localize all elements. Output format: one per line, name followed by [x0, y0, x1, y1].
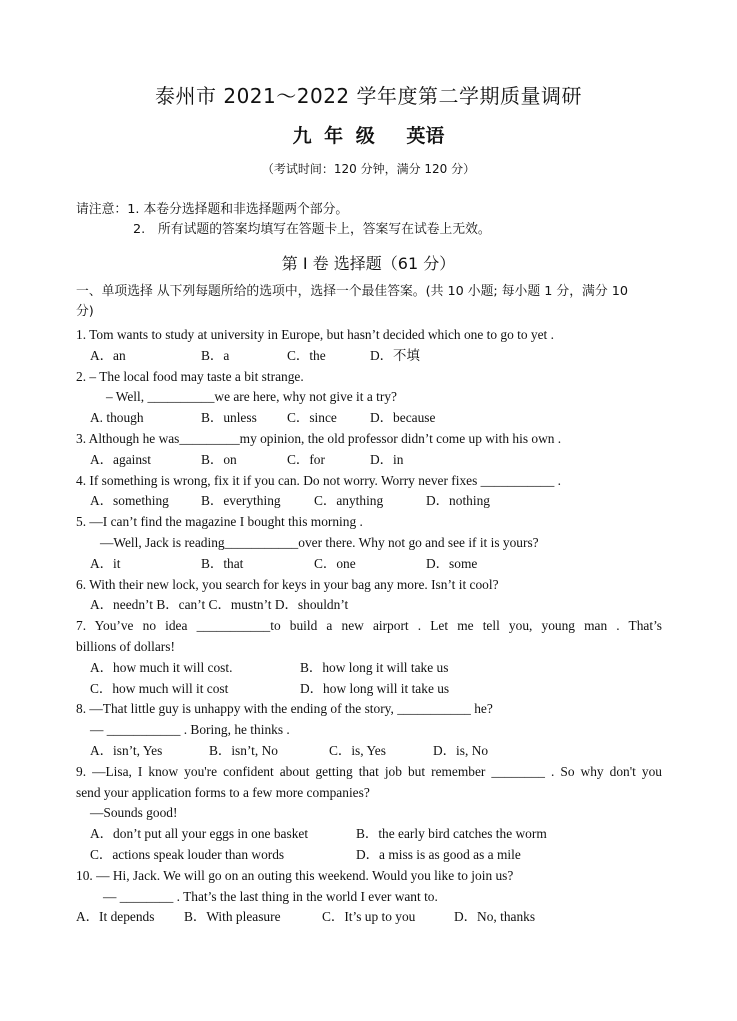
question-2-stem: 2. – The local food may taste a bit strange.	[76, 369, 304, 384]
question-4-option-a: A．something	[90, 493, 169, 508]
question-8-reply: — ___________ . Boring, he thinks .	[90, 722, 290, 737]
question-8-option-d: D．is, No	[433, 743, 489, 758]
question-2-option-d: D．because	[370, 410, 436, 425]
question-10-option-d: D．No, thanks	[454, 909, 536, 924]
question-3-option-c: C．for	[287, 452, 325, 467]
question-6-options: A．needn’t B．can’t C．mustn’t D．shouldn’t	[90, 597, 349, 612]
question-9-option-a: A．don’t put all your eggs in one basket	[90, 826, 309, 841]
question-3-option-a: A．against	[90, 452, 151, 467]
question-3-option-b: B．on	[201, 452, 237, 467]
question-5-option-c: C．one	[314, 556, 356, 571]
exam-title: 泰州市 2021～2022 学年度第二学期质量调研	[154, 84, 582, 108]
question-2-option-c: C．since	[287, 410, 337, 425]
question-8-option-b: B．isn’t, No	[209, 743, 278, 758]
question-8-option-a: A．isn’t, Yes	[90, 743, 163, 758]
question-2-option-b: B．unless	[201, 410, 257, 425]
question-1-option-b: B．a	[201, 348, 230, 363]
question-4-option-d: D．nothing	[426, 493, 490, 508]
question-10-stem: 10. — Hi, Jack. We will go on an outing this weekend. Would you like to join us?	[76, 868, 514, 883]
question-7-stem-cont: billions of dollars!	[76, 639, 175, 654]
question-7-option-b: B．how long it will take us	[300, 660, 449, 675]
section-title: 第 I 卷 选择题（61 分）	[281, 254, 456, 273]
grade-subject: 九 年 级 英语	[292, 125, 445, 147]
question-4-stem: 4. If something is wrong, fix it if you can. Do not worry. Worry never fixes ___________ .	[76, 473, 561, 488]
question-5-option-b: B．that	[201, 556, 244, 571]
question-5-option-d: D．some	[426, 556, 478, 571]
question-2-option-a: A. though	[90, 410, 144, 425]
question-1-option-c: C．the	[287, 348, 326, 363]
question-9-option-d: D．a miss is as good as a mile	[356, 847, 521, 862]
question-8-option-c: C．is, Yes	[329, 743, 386, 758]
question-5-option-a: A．it	[90, 556, 121, 571]
question-10-option-c: C．It’s up to you	[322, 909, 416, 924]
section-instruction: 一、单项选择 从下列每题所给的选项中，选择一个最佳答案。(共 10 小题; 每小题 1 分，满分 10	[76, 284, 628, 299]
question-6-stem: 6. With their new lock, you search for keys in your bag any more. Isn’t it cool?	[76, 577, 499, 592]
note-line-1: 请注意：1. 本卷分选择题和非选择题两个部分。	[76, 202, 349, 217]
question-7-option-d: D．how long will it take us	[300, 681, 450, 696]
question-2-reply: – Well, __________we are here, why not give it a try?	[106, 389, 397, 404]
question-1-stem: 1. Tom wants to study at university in Europe, but hasn’t decided which one to go to yet .	[76, 327, 554, 342]
question-4-option-b: B．everything	[201, 493, 281, 508]
question-9-stem: 9. —Lisa, I know you're confident about getting that job but remember ________ . So why don't you	[76, 764, 662, 779]
question-1-option-d: D．不填	[370, 348, 420, 363]
section-instruction-cont: 分)	[76, 304, 94, 319]
question-7-option-a: A．how much it will cost.	[90, 660, 233, 675]
question-10-option-a: A．It depends	[76, 909, 155, 924]
question-10-reply: — ________ . That’s the last thing in the world I ever want to.	[103, 889, 438, 904]
question-9-stem-cont: send your application forms to a few more companies?	[76, 785, 370, 800]
question-9-option-c: C．actions speak louder than words	[90, 847, 285, 862]
question-5-stem: 5. —I can’t find the magazine I bought this morning .	[76, 514, 363, 529]
question-9-option-b: B．the early bird catches the worm	[356, 826, 547, 841]
question-9-reply: —Sounds good!	[90, 805, 178, 820]
note-line-2: 2. 所有试题的答案均填写在答题卡上，答案写在试卷上无效。	[133, 222, 491, 237]
question-5-reply: —Well, Jack is reading___________over there. Why not go and see if it is yours?	[100, 535, 539, 550]
question-3-option-d: D．in	[370, 452, 404, 467]
question-7-option-c: C．how much will it cost	[90, 681, 229, 696]
question-1-option-a: A．an	[90, 348, 126, 363]
question-7-stem: 7. You’ve no idea ___________to build a new airport . Let me tell you, young man . That’s	[76, 618, 662, 633]
question-8-stem: 8. —That little guy is unhappy with the ending of the story, ___________ he?	[76, 701, 493, 716]
question-3-stem: 3. Although he was_________my opinion, the old professor didn’t come up with his own .	[76, 431, 562, 446]
exam-info: （考试时间：120 分钟，满分 120 分）	[261, 162, 476, 176]
question-4-option-c: C．anything	[314, 493, 384, 508]
question-10-option-b: B．With pleasure	[184, 909, 281, 924]
